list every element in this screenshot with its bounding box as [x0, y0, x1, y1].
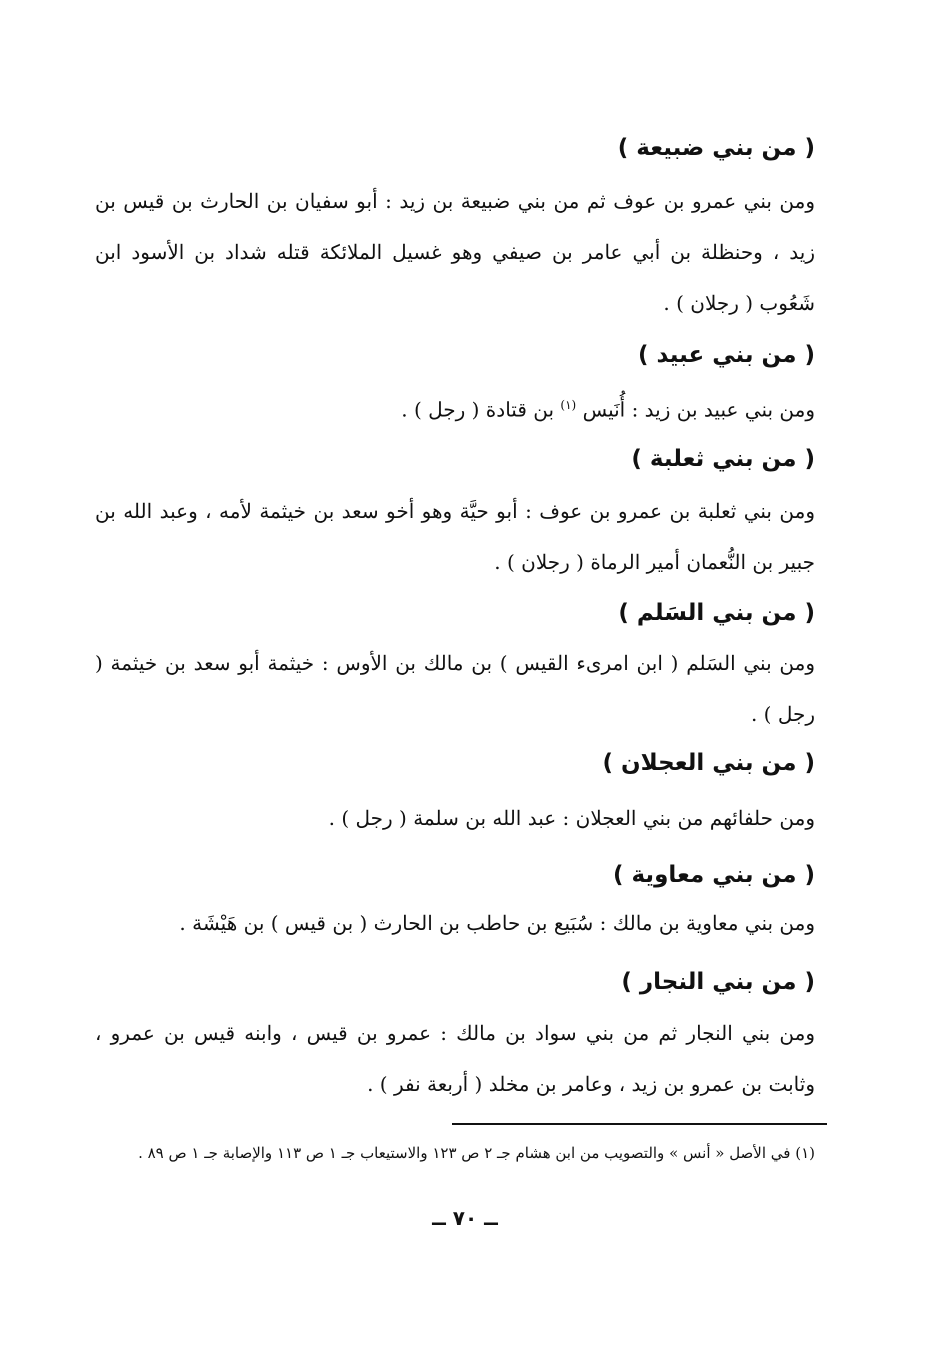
section-heading: ( من بني عبيد ): [637, 342, 815, 368]
footnote: (١) في الأصل « أنس » والتصويب من ابن هشام جـ ٢ ص ١٢٣ والاستيعاب جـ ١ ص ١١٣ والإصابة جـ ١ ص ٨٩ .: [138, 1144, 815, 1162]
section-bani-dubaya: [95, 133, 815, 163]
paragraph-part: ومن بني عبيد بن زيد : أُنَيس: [576, 397, 815, 422]
section-bani-dubaya-text: [95, 176, 815, 329]
section-heading: ( من بني السَلم ): [618, 600, 815, 626]
section-heading: ( من بني ضبيعة ): [617, 135, 815, 161]
section-bani-ajlan-text: [95, 793, 815, 844]
paragraph-part: بن قتادة ( رجل ) .: [401, 397, 561, 422]
section-bani-ubayd: [95, 340, 815, 370]
section-paragraph: ومن بني ثعلبة بن عمرو بن عوف : أبو حيَّة وهو أخو سعد بن خيثمة لأمه ، وعبد الله بن جبير بن النُّعمان أمير الرماة ( رجلان ) .: [95, 499, 815, 574]
section-paragraph: ومن بني السَلم ( ابن امرىء القيس ) بن مالك بن الأوس : خيثمة أبو سعد بن خيثمة ( رجل ) .: [95, 651, 815, 726]
section-bani-muawiya: [95, 860, 815, 890]
section-paragraph: ومن بني النجار ثم من بني سواد بن مالك : عمرو بن قيس ، وابنه قيس بن عمرو ، وثابت بن عمرو بن زيد ، وعامر بن مخلد ( أربعة نفر ) .: [95, 1021, 815, 1096]
section-paragraph: ومن حلفائهم من بني العجلان : عبد الله بن سلمة ( رجل ) .: [328, 806, 815, 830]
section-paragraph: [95, 380, 815, 436]
section-heading: ( من بني معاوية ): [612, 862, 815, 888]
section-bani-thalaba: [95, 444, 815, 474]
section-heading: ( من بني النجار ): [621, 969, 815, 995]
section-paragraph: ومن بني معاوية بن مالك : سُبَيع بن حاطب بن الحارث ( بن قيس ) بن هَيْشَة .: [179, 911, 815, 935]
footnote-reference: (١): [560, 398, 577, 412]
section-bani-najjar-text: [95, 1008, 815, 1110]
section-bani-salam-text: [95, 638, 815, 740]
section-bani-ubayd-text: [95, 380, 815, 436]
section-bani-ajlan: [95, 748, 815, 778]
section-paragraph: ومن بني عمرو بن عوف ثم من بني ضبيعة بن زيد : أبو سفيان بن الحارث بن قيس بن زيد ، وحنظلة بن أبي عامر بن صيفي وهو غسيل الملائكة قتله شداد بن الأسود ابن شَعُوب ( رجلان ) .: [95, 189, 815, 315]
section-heading: ( من بني ثعلبة ): [631, 446, 815, 472]
section-bani-salam: [95, 598, 815, 628]
footnote-divider: [452, 1123, 827, 1125]
section-bani-najjar: [95, 967, 815, 997]
section-bani-muawiya-text: [95, 898, 815, 949]
page-number: ــ ٧٠ ــ: [432, 1206, 498, 1230]
section-heading: ( من بني العجلان ): [602, 750, 815, 776]
section-bani-thalaba-text: [95, 486, 815, 588]
